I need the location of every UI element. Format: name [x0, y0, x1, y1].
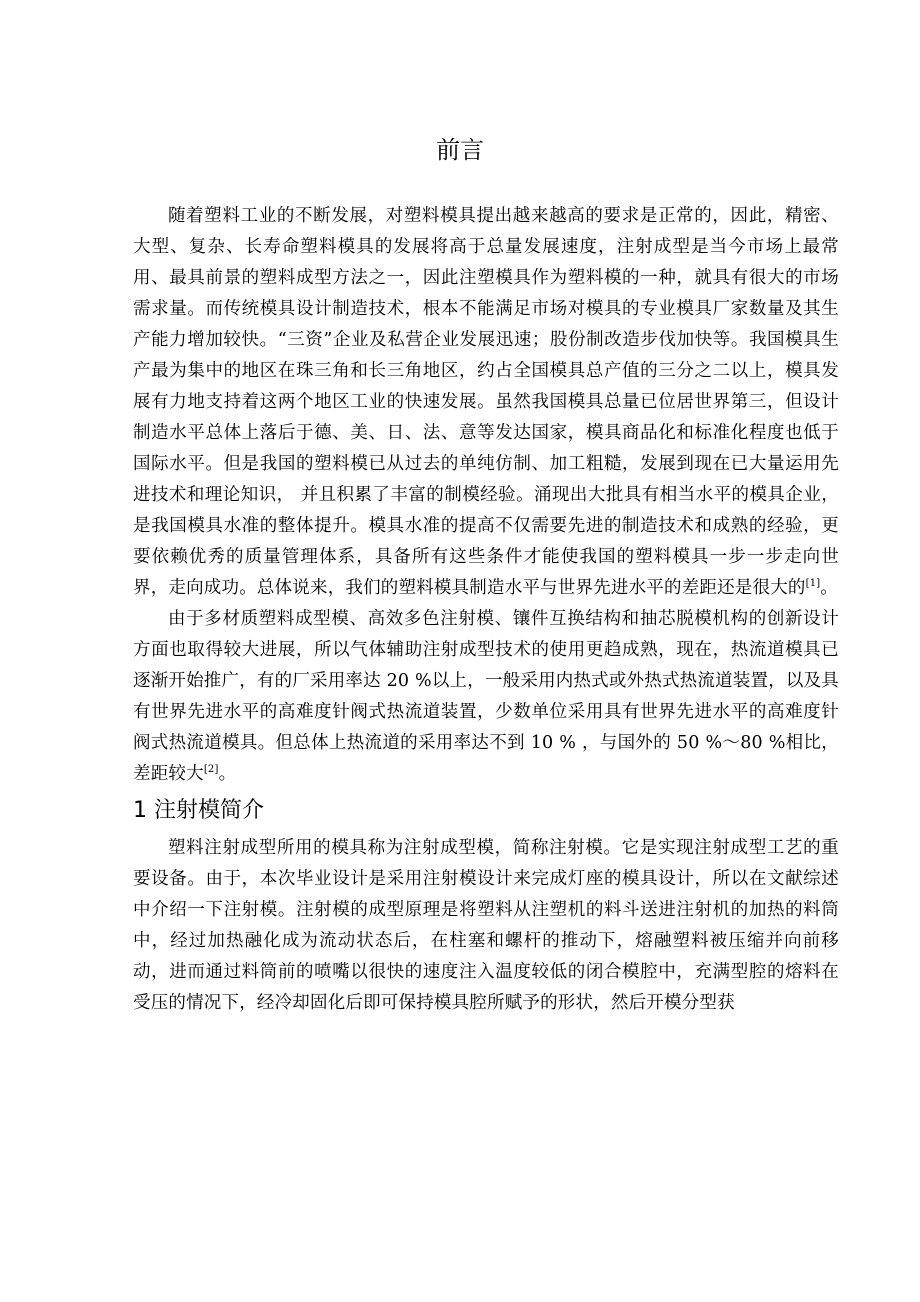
paragraph-tail: 。	[820, 578, 839, 598]
preface-paragraph-1	[133, 201, 839, 604]
paragraph-text: 由于多材质塑料成型模、高效多色注射模、镶件互换结构和抽芯脱模机构的创新设计方面也取得较大进展，所以气体辅助注射成型技术的使用更趋成熟，现在，热流道模具已逐渐开始推广，有的厂采用率达 20 %以上，一般采用内热式或外热式热流道装置，以及具有世界先进水平的高难度针阀式热流道装置，少数单位采用具有世界先进水平的高难度针阀式热流道模具。但总体上热流道的采用率达不到 10 % ，与国外的 50 %～80 %相比，差距较大	[133, 609, 839, 784]
section-paragraph: 塑料注射成型所用的模具称为注射成型模，简称注射模。它是实现注射成型工艺的重要设备。由于，本次毕业设计是采用注射模设计来完成灯座的模具设计，所以在文献综述中介绍一下注射模。注射模的成型原理是将塑料从注塑机的料斗送进注射机的加热的料筒中，经过加热融化成为流动状态后，在柱塞和螺杆的推动下，熔融塑料被压缩并向前移动，进而通过料筒前的喷嘴以很快的速度注入温度较低的闭合模腔中，充满型腔的熔料在受压的情况下，经冷却固化后即可保持模具腔所赋予的形状，然后开模分型获	[133, 838, 839, 1013]
paragraph-tail: 。	[218, 764, 237, 784]
paragraph-text: 随着塑料工业的不断发展，对塑料模具提出越来越高的要求是正常的，因此，精密、大型、复杂、长寿命塑料模具的发展将高于总量发展速度，注射成型是当今市场上最常用、最具前景的塑料成型方法之一，因此注塑模具作为塑料模的一种，就具有很大的市场需求量。而传统模具设计制造技术，根本不能满足市场对模具的专业模具厂家数量及其生产能力增加较快。“三资”企业及私营企业发展迅速；股份制改造步伐加快等。我国模具生产最为集中的地区在珠三角和长三角地区，约占全国模具总产值的三分之二以上，模具发展有力地支持着这两个地区工业的快速发展。虽然我国模具总量已位居世界第三，但设计制造水平总体上落后于德、美、日、法、意等发达国家，模具商品化和标准化程度也低于国际水平。但是我国的塑料模已从过去的单纯仿制、加工粗糙，发展到现在已大量运用先进技术和理论知识， 并且积累了丰富的制模经验。涌现出大批具有相当水平的模具企业，是我国模具水准的整体提升。模具水准的提高不仅需要先进的制造技术和成熟的经验，更要依赖优秀的质量管理体系，具备所有这些条件才能使我国的塑料模具一步一步走向世界，走向成功。总体说来，我们的塑料模具制造水平与世界先进水平的差距还是很大的	[133, 206, 839, 598]
section-heading: 1 注射模简介	[133, 798, 264, 823]
preface-paragraph-2	[133, 604, 839, 790]
citation-ref-1: [1]	[805, 578, 821, 590]
document-body	[133, 201, 839, 1019]
citation-ref-2: [2]	[203, 764, 219, 776]
page-title: 前言	[436, 136, 484, 164]
